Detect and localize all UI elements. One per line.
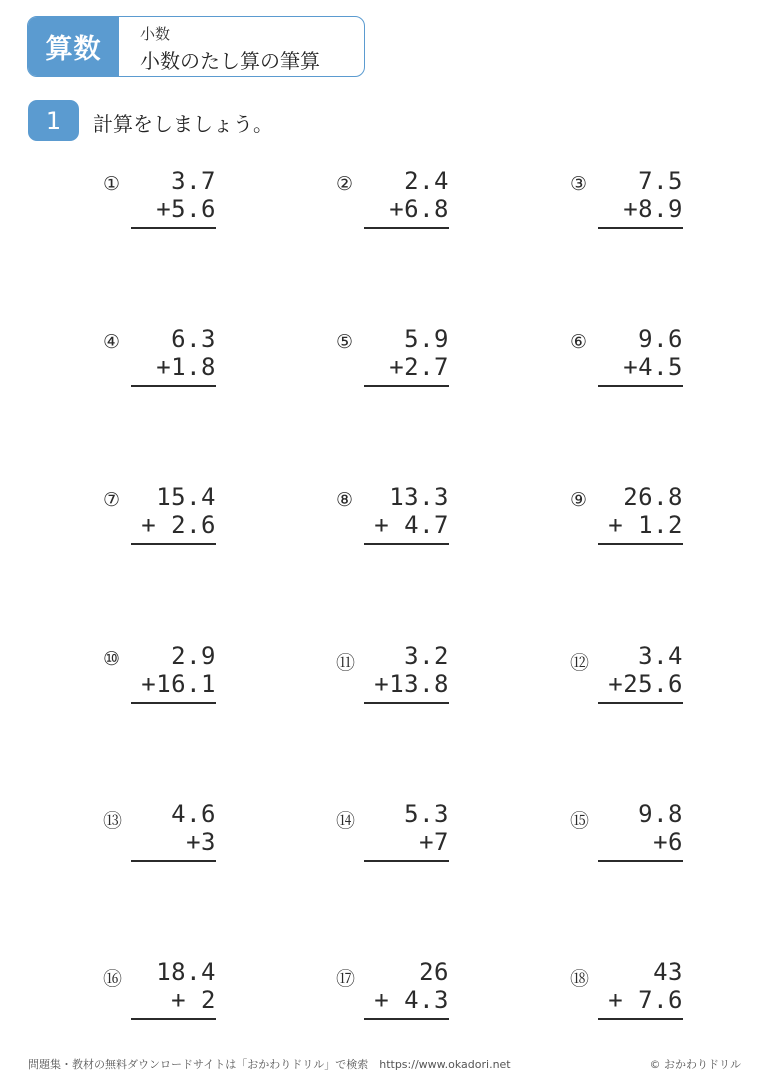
addend-bottom: + 1.2 [608, 511, 683, 539]
problem-item [103, 642, 303, 712]
question-number-badge: 1 [28, 100, 79, 141]
sum-line [598, 1018, 683, 1020]
addend-bottom: +1.8 [156, 353, 216, 381]
addend-bottom: + 7.6 [608, 986, 683, 1014]
sum-line [131, 702, 216, 704]
question-instruction: 計算をしましょう。 [93, 112, 273, 136]
addend-top: 3.7 [171, 167, 216, 195]
problem-number: ⑯ [103, 968, 123, 990]
footer-copyright: © おかわりドリル [649, 1058, 741, 1071]
problem-number: ① [103, 173, 121, 195]
addend-top: 2.9 [171, 642, 216, 670]
addend-bottom: +4.5 [623, 353, 683, 381]
sum-line [598, 385, 683, 387]
problem-item [570, 800, 768, 870]
addend-bottom: +7 [419, 828, 449, 856]
problem-item [336, 483, 536, 553]
sum-line [131, 543, 216, 545]
addend-bottom: + 4.7 [374, 511, 449, 539]
problem-number: ⑦ [103, 489, 121, 511]
sum-line [364, 385, 449, 387]
problem-item [103, 483, 303, 553]
sum-line [364, 1018, 449, 1020]
problem-number: ⑤ [336, 331, 354, 353]
addend-bottom: +8.9 [623, 195, 683, 223]
problem-number: ⑨ [570, 489, 588, 511]
problem-item [570, 958, 768, 1028]
addend-bottom: + 2.6 [141, 511, 216, 539]
problem-number: ⑧ [336, 489, 354, 511]
addend-top: 5.3 [404, 800, 449, 828]
addend-top: 5.9 [404, 325, 449, 353]
sum-line [598, 702, 683, 704]
addend-top: 9.8 [638, 800, 683, 828]
problem-number: ⑪ [336, 652, 356, 674]
problem-item [336, 167, 536, 237]
addend-top: 9.6 [638, 325, 683, 353]
addend-top: 43 [653, 958, 683, 986]
problem-item [336, 800, 536, 870]
addend-bottom: +13.8 [374, 670, 449, 698]
problem-item [570, 325, 768, 395]
addend-top: 3.2 [404, 642, 449, 670]
addend-bottom: +5.6 [156, 195, 216, 223]
worksheet-title: 小数のたし算の筆算 [140, 49, 320, 73]
problem-item [103, 958, 303, 1028]
problem-item [570, 167, 768, 237]
addend-top: 26 [419, 958, 449, 986]
sum-line [364, 543, 449, 545]
addend-bottom: + 2 [171, 986, 216, 1014]
problem-number: ⑰ [336, 968, 356, 990]
addend-bottom: +6 [653, 828, 683, 856]
sum-line [131, 385, 216, 387]
addend-top: 4.6 [171, 800, 216, 828]
problem-number: ③ [570, 173, 588, 195]
addend-top: 7.5 [638, 167, 683, 195]
problem-item [103, 167, 303, 237]
sum-line [131, 1018, 216, 1020]
problem-number: ④ [103, 331, 121, 353]
problem-number: ⑮ [570, 810, 590, 832]
sum-line [598, 227, 683, 229]
problem-number: ⑫ [570, 652, 590, 674]
sum-line [364, 860, 449, 862]
problem-number: ⑩ [103, 648, 121, 670]
addend-bottom: +2.7 [389, 353, 449, 381]
sum-line [364, 702, 449, 704]
problem-item [103, 800, 303, 870]
addend-top: 15.4 [156, 483, 216, 511]
sum-line [598, 860, 683, 862]
problem-item [336, 325, 536, 395]
footer-site-info: 問題集・教材の無料ダウンロードサイトは「おかわりドリル」で検索 https://www.okadori.net [28, 1058, 511, 1071]
addend-top: 3.4 [638, 642, 683, 670]
addend-top: 18.4 [156, 958, 216, 986]
addend-bottom: + 4.3 [374, 986, 449, 1014]
addend-top: 13.3 [389, 483, 449, 511]
problem-item [336, 958, 536, 1028]
sum-line [131, 227, 216, 229]
problem-number: ② [336, 173, 354, 195]
worksheet-header [27, 16, 365, 77]
addend-bottom: +25.6 [608, 670, 683, 698]
problem-number: ⑱ [570, 968, 590, 990]
sum-line [364, 227, 449, 229]
sum-line [598, 543, 683, 545]
addend-top: 6.3 [171, 325, 216, 353]
problem-item [103, 325, 303, 395]
addend-bottom: +16.1 [141, 670, 216, 698]
problem-item [570, 642, 768, 712]
addend-bottom: +3 [186, 828, 216, 856]
problem-item [336, 642, 536, 712]
addend-top: 26.8 [623, 483, 683, 511]
category-label: 小数 [140, 25, 171, 43]
problem-number: ⑬ [103, 810, 123, 832]
addend-top: 2.4 [404, 167, 449, 195]
problem-number: ⑥ [570, 331, 588, 353]
subject-label: 算数 [28, 17, 119, 76]
addend-bottom: +6.8 [389, 195, 449, 223]
problem-item [570, 483, 768, 553]
problem-number: ⑭ [336, 810, 356, 832]
sum-line [131, 860, 216, 862]
